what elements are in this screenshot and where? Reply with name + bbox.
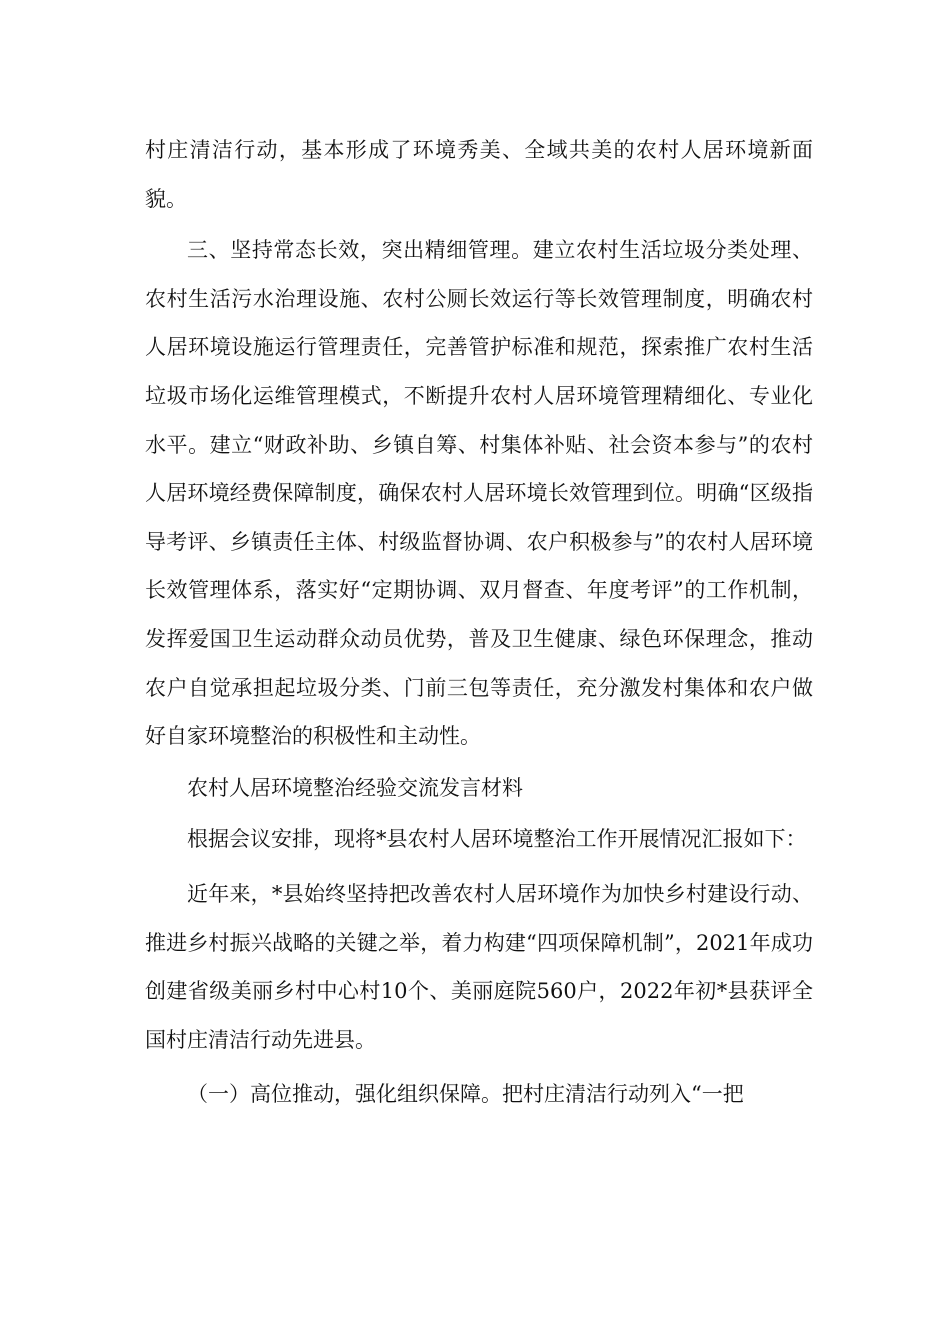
paragraph-report-intro: 根据会议安排，现将*县农村人居环境整治工作开展情况汇报如下：	[187, 827, 807, 852]
document-body	[145, 126, 813, 1119]
paragraph-section-one: （一）高位推动，强化组织保障。把村庄清洁行动列入“一把	[187, 1082, 744, 1107]
paragraph-section-three: 三、坚持常态长效，突出精细管理。建立农村生活垃圾分类处理、农村生活污水治理设施、农村公厕长效运行等长效管理制度，明确农村人居环境设施运行管理责任，完善管护标准和规范，探索推广农村生活垃圾市场化运维管理模式，不断提升农村人居环境管理精细化、专业化水平。建立“财政补助、乡镇自筹、村集体补贴、社会资本参与”的农村人居环境经费保障制度，确保农村人居环境长效管理到位。明确“区级指导考评、乡镇责任主体、村级监督协调、农户积极参与”的农村人居环境长效管理体系，落实好“定期协调、双月督查、年度考评”的工作机制，发挥爱国卫生运动群众动员优势，普及卫生健康、绿色环保理念，推动农户自觉承担起垃圾分类、门前三包等责任，充分激发村集体和农户做好自家环境整治的积极性和主动性。	[145, 238, 813, 749]
paragraph-continuation: 村庄清洁行动，基本形成了环境秀美、全域共美的农村人居环境新面貌。	[145, 138, 813, 211]
paragraph-title-line: 农村人居环境整治经验交流发言材料	[187, 775, 523, 800]
paragraph-recent-years: 近年来，*县始终坚持把改善农村人居环境作为加快乡村建设行动、推进乡村振兴战略的关键之举，着力构建“四项保障机制”，2021年成功创建省级美丽乡村中心村10个、美丽庭院560户，2022年初*县获评全国村庄清洁行动先进县。	[145, 881, 813, 1052]
